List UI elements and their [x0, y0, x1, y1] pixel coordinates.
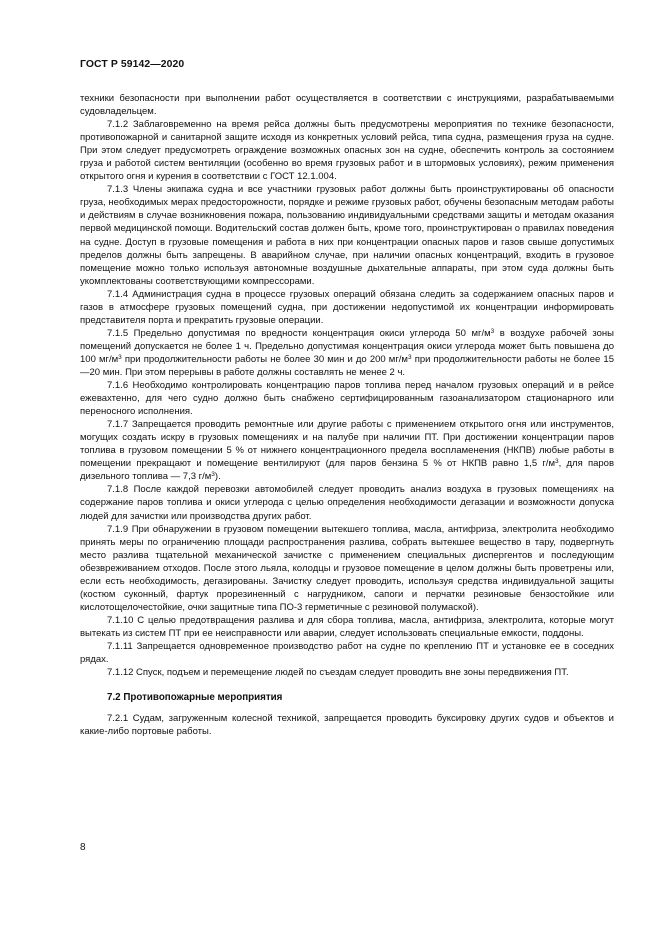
text-fragment: 7.1.7 Запрещается проводить ремонтные или другие работы с применением открытого огня или инструментов, могущих создать искру в грузовых помещениях и на палубе при наличии ПТ. При достижении концентрации паров топлива в грузовом помещении 5 % от нижнего концентрационного предела воспламенения (НКПВ) любые работы в помещении прекращают и помещение вентилируют (для паров бензина 5 % от НКПВ равно 1,5 г/м — [80, 419, 614, 470]
paragraph-7-1-11: 7.1.11 Запрещается одновременное производство работ на судне по креплению ПТ и установке ее в соседних рядах. — [80, 640, 614, 666]
document-body — [80, 92, 614, 738]
paragraph-7-1-5 — [80, 327, 614, 379]
superscript: 3 — [407, 353, 412, 361]
paragraph-7-1-9: 7.1.9 При обнаружении в грузовом помещении вытекшего топлива, масла, антифриза, электролита необходимо принять меры по ограничению площади распространения разлива, собрать вытекшее вещество в тару, подвергнуть место разлива тщательной механической зачистке с применением специальных диспергентов и последующим обезвреживанием отходов. После этого льяла, колодцы и грузовое помещение в целом должны быть проветрены или, если есть необходимость, дегазированы. Зачистку следует проводить, используя средства индивидуальной защиты (костюм суконный, фартук прорезиненный с нагрудником, сапоги и перчатки резиновые бензостойкие или кислотощелочестойкие, очки защитные типа ПО-3 герметичные с резиновой полумаской). — [80, 523, 614, 613]
paragraph-7-1-7 — [80, 418, 614, 483]
paragraph-7-1-8: 7.1.8 После каждой перевозки автомобилей следует проводить анализ воздуха в грузовых помещениях на содержание паров топлива и окиси углерода с целью определения необходимости дегазации и возможности допуска людей для зачистки или производства других работ. — [80, 484, 614, 522]
paragraph-7-1-10: 7.1.10 С целью предотвращения разлива и для сбора топлива, масла, антифриза, электролита, которые могут вытекать из систем ПТ при ее неисправности или аварии, следует использовать специальные емкости, поддоны. — [80, 614, 614, 639]
paragraph-7-1-12: 7.1.12 Спуск, подъем и перемещение людей по съездам следует проводить вне зоны передвижения ПТ. — [107, 667, 569, 679]
superscript: 3 — [118, 353, 122, 361]
paragraph-7-1-3: 7.1.3 Члены экипажа судна и все участники грузовых работ должны быть проинструктированы об опасности груза, необходимых мерах предосторожности, порядке и режиме грузовых работ, обучены безопасным методам работы и действиям в случае возникновения пожара, пользованию индивидуальными средствами защиты и методам оказания первой медицинской помощи. Водительский состав должен быть, кроме того, проинструктирован о правилах поведения на судне. Доступ в грузовые помещения и работа в них при концентрации опасных паров и газов свыше допустимых пределов должны быть запрещены. В аварийном случае, при наличии опасных концентраций, входить в грузовое помещение можно только используя автономные воздушные дыхательные аппараты, при этом суда должны быть укомплектованы соответствующими компрессорами. — [80, 184, 614, 287]
superscript: 3 — [211, 471, 215, 479]
page-number: 8 — [80, 842, 86, 853]
section-heading-7-2: 7.2 Противопожарные мероприятия — [107, 692, 283, 704]
text-fragment: в воздухе рабочей зоны помещений допускается не более 1 ч. Предельно допустимая концентрация окиси углерода может быть повышена до 100 мг/м — [80, 327, 614, 365]
paragraph-continuation: техники безопасности при выполнении работ осуществляется в соответствии с инструкциями, разрабатываемыми судовладельцем. — [80, 93, 614, 118]
text-fragment: ). — [214, 471, 221, 483]
paragraph-7-1-4: 7.1.4 Администрация судна в процессе грузовых операций обязана следить за содержанием опасных паров и газов в атмосфере грузовых помещений судна, при достижении недопустимой их концентрации информировать представителя порта и прекратить грузовые операции. — [80, 288, 614, 326]
paragraph-7-1-2: 7.1.2 Заблаговременно на время рейса должны быть предусмотрены мероприятия по технике безопасности, противопожарной и санитарной защите исходя из конкретных условий рейса, типа судна, размещения груза на судне. При этом следует предусмотреть ограждение возможных опасных зон на судне, обеспечить контроль за состоянием груза и работой систем вентиляции (особенно во время грузовых работ и в штормовых условиях), режим применения открытого огня и курения в соответствии с ГОСТ 12.1.004. — [80, 119, 614, 183]
text-fragment: при продолжительности работы не более 15—20 мин. При этом перерывы в работе должны составлять не менее 2 ч. — [80, 353, 614, 378]
paragraph-7-2-1: 7.2.1 Судам, загруженным колесной техникой, запрещается проводить буксировку других судов и объектов и какие-либо портовые работы. — [80, 713, 614, 738]
text-fragment: , для паров дизельного топлива — 7,3 г/м — [80, 458, 614, 483]
superscript: 3 — [554, 458, 559, 466]
text-fragment: 7.1.5 Предельно допустимая по вредности концентрация окиси углерода 50 мг/м — [107, 327, 491, 339]
text-fragment: при продолжительности работы не более 30 мин и до 200 мг/м — [121, 353, 408, 365]
paragraph-7-1-6: 7.1.6 Необходимо контролировать концентрацию паров топлива перед началом грузовых операций и в рейсе ежевахтенно, для чего судно должно быть снабжено сертифицированным газоанализатором стационарного или переносного исполнения. — [80, 380, 614, 418]
superscript: 3 — [490, 327, 495, 335]
document-header: ГОСТ Р 59142—2020 — [80, 59, 185, 70]
